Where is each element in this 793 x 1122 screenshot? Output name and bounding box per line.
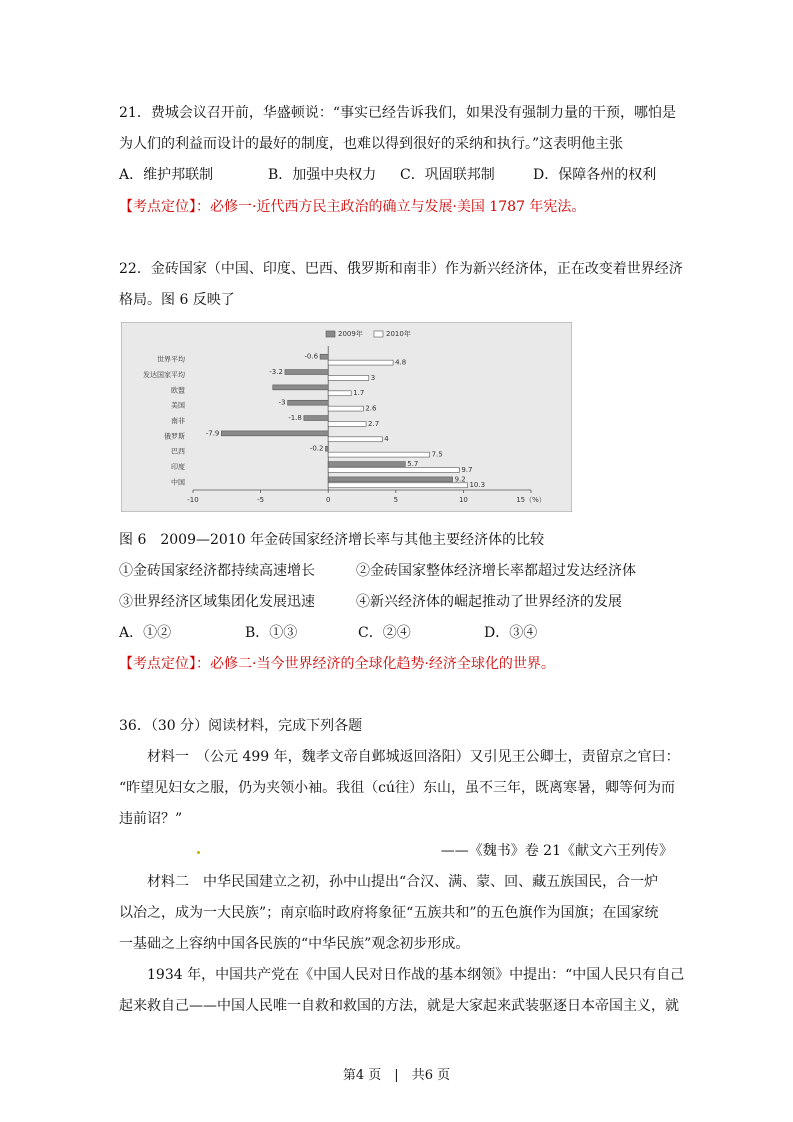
bar-value-label: 4 bbox=[384, 435, 389, 444]
x-tick-label: 5 bbox=[393, 496, 399, 504]
q21-option-c: C．巩固联邦制 bbox=[400, 167, 495, 183]
category-label: 欧盟 bbox=[171, 386, 185, 395]
bar-2010 bbox=[328, 360, 393, 365]
category-label: 美国 bbox=[171, 401, 185, 410]
bar-value-label: 9.2 bbox=[454, 475, 466, 484]
category-label: 南非 bbox=[171, 417, 185, 425]
bar-2010 bbox=[328, 452, 429, 457]
bar-2010 bbox=[328, 376, 369, 381]
bar-value-label: 1.7 bbox=[353, 389, 365, 398]
category-label: 发达国家平均 bbox=[143, 371, 185, 379]
x-tick-label: 10 bbox=[458, 496, 468, 504]
q21-stem-line2: 为人们的利益而设计的最好的制度，也难以得到很好的采纳和执行。”这表明他主张 bbox=[119, 136, 624, 152]
q22-item-3: ③世界经济区域集团化发展迅速 bbox=[119, 594, 315, 610]
legend-swatch bbox=[374, 331, 383, 337]
q21-key-point: 【考点定位】：必修一·近代西方民主政治的确立与发展·美国 1787 年宪法。 bbox=[119, 199, 586, 215]
q22-option-a: A．①② bbox=[119, 625, 172, 641]
bar-value-label: 10.3 bbox=[469, 481, 486, 490]
bar-value-label: 4.8 bbox=[395, 358, 407, 367]
bar-2010 bbox=[328, 406, 363, 411]
q22-stem-line1: 22．金砖国家（中国、印度、巴西、俄罗斯和南非）作为新兴经济体，正在改变着世界经济 bbox=[119, 261, 683, 277]
x-tick-label: 15（%） bbox=[516, 496, 546, 504]
bar-2009 bbox=[285, 370, 328, 375]
bar-value-label: 7.5 bbox=[431, 450, 443, 459]
q36-material1-line2: “昨望见妇女之服，仍为夹领小袖。我徂（cú往）东山，虽不三年，既离寒暑，卿等何为而 bbox=[119, 780, 676, 796]
bar-value-label: -3.2 bbox=[269, 368, 283, 376]
x-tick-label: -10 bbox=[187, 496, 199, 504]
bar-2009 bbox=[325, 446, 328, 451]
q21-stem-line1: 21．费城会议召开前，华盛顿说：“事实已经告诉我们，如果没有强制力量的干预，哪怕是 bbox=[119, 105, 676, 121]
bar-value-label: -0.6 bbox=[304, 352, 319, 361]
page-footer: 第4 页 | 共6 页 bbox=[342, 1068, 451, 1083]
bar-2009 bbox=[288, 400, 329, 405]
q22-key-point: 【考点定位】：必修二·当今世界经济的全球化趋势·经济全球化的世界。 bbox=[119, 656, 555, 672]
q36-material1-line1: 材料一 （公元 499 年，魏孝文帝自邺城返回洛阳）又引见王公卿士，责留京之官曰： bbox=[147, 749, 680, 765]
bar-value-label: 3 bbox=[370, 373, 376, 382]
q22-option-d: D．③④ bbox=[484, 625, 538, 641]
q22-item-4: ④新兴经济体的崛起推动了世界经济的发展 bbox=[356, 594, 622, 610]
q22-item-1: ①金砖国家经济都持续高速增长 bbox=[119, 563, 315, 579]
bar-2010 bbox=[328, 483, 467, 488]
growth-rate-chart bbox=[121, 322, 572, 512]
bar-2010 bbox=[328, 468, 459, 473]
bar-2009 bbox=[328, 477, 452, 482]
bar-2010 bbox=[328, 437, 382, 442]
bar-value-label: 2.6 bbox=[365, 404, 377, 413]
bar-2009 bbox=[304, 416, 328, 421]
bar-value-label: 2.7 bbox=[368, 419, 380, 428]
q36-title: 36．（30 分）阅读材料，完成下列各题 bbox=[119, 718, 363, 734]
q36-material2-line2: 以冶之，成为一大民族”；南京临时政府将象征“五族共和”的五色旗作为国旗；在国家统 bbox=[119, 905, 659, 921]
category-label: 中国 bbox=[171, 478, 185, 487]
x-tick-label: 0 bbox=[325, 496, 331, 504]
q36-material1-source: ——《魏书》卷 21《献文六王列传》 bbox=[440, 843, 673, 859]
category-label: 印度 bbox=[171, 463, 185, 471]
q36-material2-line1: 材料二 中华民国建立之初，孙中山提出“合汉、满、蒙、回、藏五族国民，合一炉 bbox=[147, 874, 659, 890]
q21-option-b: B．加强中央权力 bbox=[268, 167, 377, 183]
bar-2009 bbox=[221, 431, 328, 436]
q22-item-2: ②金砖国家整体经济增长率都超过发达经济体 bbox=[356, 563, 636, 579]
bar-value-label: -1.8 bbox=[288, 414, 302, 422]
q22-option-c: C．②④ bbox=[358, 625, 411, 641]
x-tick-label: -5 bbox=[257, 496, 265, 504]
bar-2009 bbox=[328, 462, 405, 467]
stray-dot bbox=[197, 851, 200, 854]
legend-label: 2010年 bbox=[386, 330, 411, 338]
q22-option-b: B．①③ bbox=[245, 625, 298, 641]
q36-paragraph3-line2: 起来救自己——中国人民唯一自救和救国的方法，就是大家起来武装驱逐日本帝国主义，就 bbox=[119, 998, 679, 1014]
q36-paragraph3-line1: 1934 年，中国共产党在《中国人民对日作战的基本纲领》中提出：“中国人民只有自己 bbox=[147, 967, 685, 983]
bar-value-label: -0.2 bbox=[309, 444, 324, 453]
legend-label: 2009年 bbox=[338, 330, 363, 338]
category-label: 巴西 bbox=[171, 447, 185, 456]
bar-2010 bbox=[328, 422, 366, 427]
q21-option-a: A．维护邦联制 bbox=[119, 167, 214, 183]
q21-option-d: D．保障各州的权利 bbox=[533, 167, 657, 183]
category-label: 世界平均 bbox=[157, 355, 185, 364]
bar-2009 bbox=[273, 385, 328, 390]
bar-value-label: 5.7 bbox=[407, 460, 419, 468]
q22-figure-caption: 图 6 2009—2010 年金砖国家经济增长率与其他主要经济体的比较 bbox=[119, 532, 545, 548]
legend-swatch bbox=[326, 331, 335, 337]
q36-material2-line3: 一基础之上容纳中国各民族的“中华民族”观念初步形成。 bbox=[119, 936, 470, 952]
q22-stem-line2: 格局。图 6 反映了 bbox=[119, 292, 235, 308]
bar-value-label: 9.7 bbox=[461, 465, 473, 474]
bar-2009 bbox=[320, 354, 328, 359]
bar-value-label: -3 bbox=[278, 398, 286, 407]
q36-material1-line3: 违前诏？” bbox=[119, 811, 183, 827]
bar-value-label: -7.9 bbox=[205, 429, 220, 438]
bar-2010 bbox=[328, 391, 351, 396]
category-label: 俄罗斯 bbox=[164, 432, 185, 441]
